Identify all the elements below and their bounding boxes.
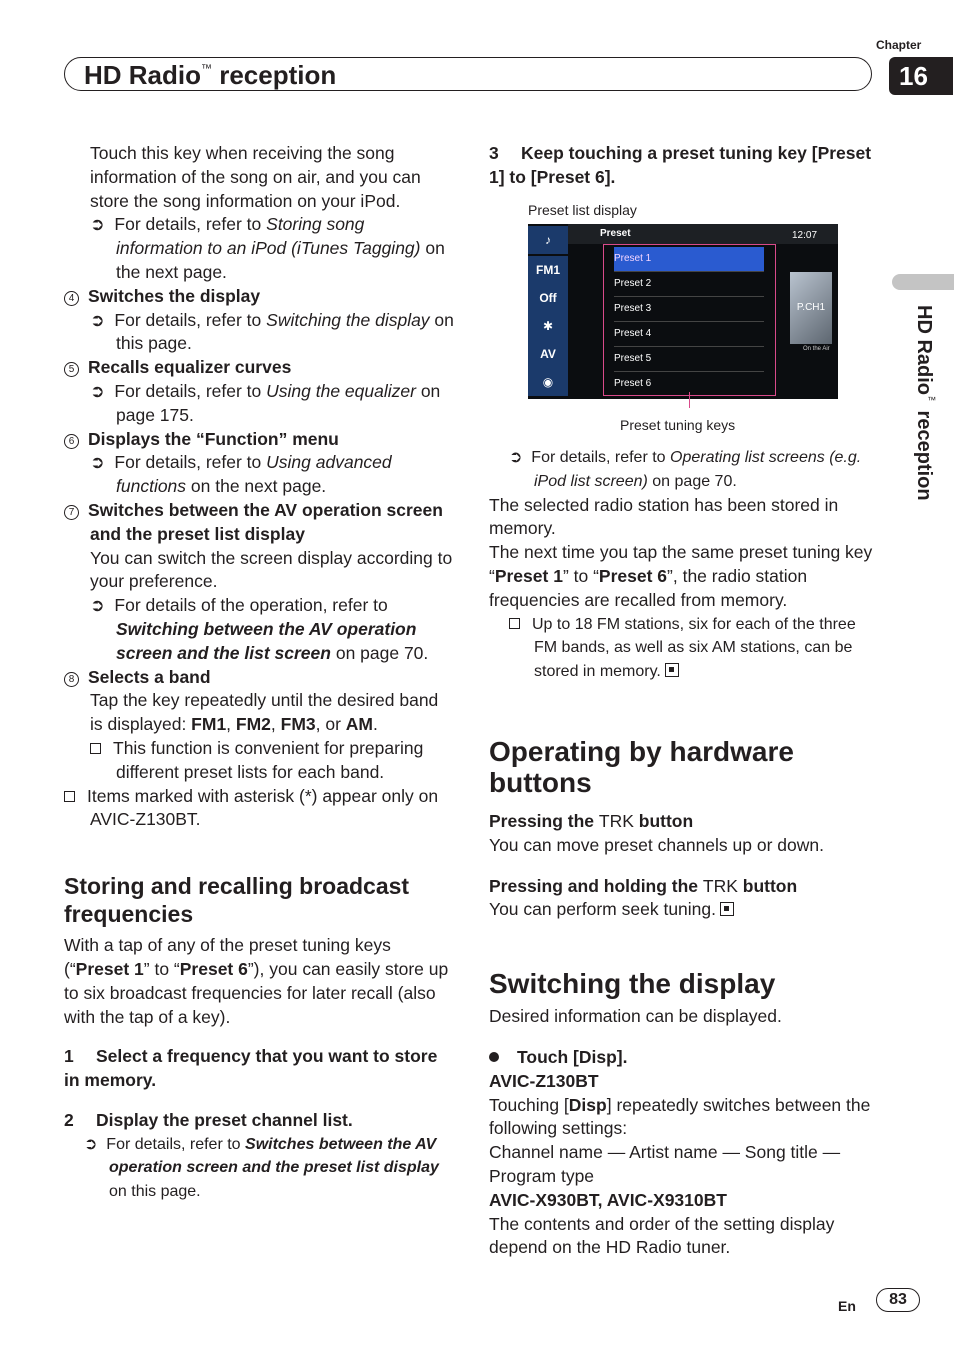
- chapter-number: 16: [889, 57, 953, 95]
- press-trk-body: You can move preset channels up or down.: [489, 834, 824, 855]
- press-trk-heading: Pressing the TRK button: [489, 810, 694, 831]
- circled-number: 4: [64, 291, 79, 306]
- item-7-body: You can switch the screen display according to your preference.: [90, 547, 453, 592]
- preset-key: Preset 4: [614, 322, 764, 347]
- bullet-icon: [489, 1052, 499, 1062]
- model-z130bt: AVIC-Z130BT: [489, 1070, 599, 1091]
- list-screen-reference: ➲ For details, refer to Operating list screens (e.g. iPod list screen) on page 70.: [509, 449, 862, 490]
- on-air-label: On the Air: [803, 346, 830, 352]
- step-1: 1 Select a frequency that you want to store in memory.: [64, 1046, 438, 1091]
- item-7: 7 Switches between the AV operation screen and the preset list display: [64, 499, 454, 547]
- memory-note: Up to 18 FM stations, six for each of the three FM bands, as well as six AM stations, can be stored in memory.: [489, 613, 879, 684]
- section-heading-switching-display: Switching the display: [489, 968, 776, 1000]
- channel-artwork: P.CH1: [790, 272, 832, 344]
- item-5: 5 Recalls equalizer curves: [64, 356, 454, 380]
- asterisk-note: Items marked with asterisk (*) appear only on AVIC-Z130BT.: [64, 785, 454, 833]
- item-8: 8 Selects a band: [64, 666, 454, 690]
- display-body: Desired information can be displayed.: [489, 1006, 782, 1027]
- caption-preset-list-display: Preset list display: [528, 202, 637, 218]
- off-button: Off: [528, 284, 568, 312]
- arrow-icon: ➲: [90, 452, 105, 473]
- touching-disp-text: Touching [Disp] repeatedly switches between the following settings:: [489, 1094, 871, 1139]
- item-4: 4 Switches the display: [64, 285, 454, 309]
- end-mark-icon: [665, 663, 679, 677]
- item-7-reference: ➲ For details of the operation, refer to Switching between the AV operation screen and the list screen on page 70.: [90, 595, 429, 663]
- radio-icon: ◉: [528, 368, 568, 396]
- side-tab-label: HD Radio™ reception: [913, 305, 937, 501]
- item-8-body: Tap the key repeatedly until the desired band is displayed: FM1, FM2, FM3, or AM.: [90, 690, 439, 735]
- screen-title: Preset: [600, 228, 631, 239]
- page-title: HD Radio™ reception: [84, 60, 337, 90]
- right-column: [489, 142, 879, 190]
- checkbox-note-icon: [64, 791, 75, 802]
- preset-key: Preset 2: [614, 272, 764, 297]
- source-icon: ♪: [528, 226, 568, 254]
- section-heading-storing: Storing and recalling broadcast frequencies: [64, 873, 410, 928]
- intro-text: Touch this key when receiving the song information of the song on air, and you can store the song information on your iPod.: [90, 143, 421, 211]
- arrow-icon: ➲: [90, 380, 105, 401]
- contents-text: The contents and order of the setting display depend on the HD Radio tuner.: [489, 1213, 835, 1258]
- preset-list-screenshot: [528, 224, 838, 399]
- av-icon: AV: [528, 340, 568, 368]
- recall-text: The next time you tap the same preset tuning key “Preset 1” to “Preset 6”, the radio station frequencies are recalled from memory.: [489, 542, 873, 610]
- hold-trk-heading: Pressing and holding the TRK button: [489, 875, 798, 896]
- preset-key: Preset 3: [614, 297, 764, 322]
- item-5-reference: ➲ For details, refer to Using the equalizer on page 175.: [90, 380, 441, 425]
- settings-sequence: Channel name — Artist name — Song title — Program type: [489, 1142, 841, 1186]
- preset-tuning-keys: [603, 244, 776, 396]
- circled-number: 5: [64, 362, 79, 377]
- item-6: 6 Displays the “Function” menu: [64, 428, 454, 452]
- screen-clock: 12:07: [792, 230, 818, 241]
- circled-number: 8: [64, 672, 79, 687]
- preset-key: Preset 6: [614, 378, 652, 389]
- bluetooth-icon: ✱: [528, 312, 568, 340]
- page-number: 83: [876, 1288, 920, 1312]
- left-column: [64, 142, 454, 1204]
- stored-text: The selected radio station has been stored in memory.: [489, 494, 839, 539]
- circled-number: 6: [64, 434, 79, 449]
- arrow-icon: ➲: [90, 214, 105, 235]
- item-8-note: This function is convenient for preparing different preset lists for each band.: [64, 737, 454, 785]
- side-tab-marker: [892, 274, 954, 290]
- touch-disp-step: Touch [Disp].: [489, 1046, 879, 1070]
- callout-line: [689, 392, 690, 408]
- band-button: FM1: [528, 256, 568, 284]
- checkbox-note-icon: [90, 743, 101, 754]
- preset-key: Preset 5: [614, 347, 764, 372]
- hold-trk-body: You can perform seek tuning.: [489, 898, 879, 922]
- step-2: 2 Display the preset channel list.: [64, 1109, 353, 1130]
- end-mark-icon: [720, 902, 734, 916]
- section-heading-hardware: Operating by hardware buttons: [489, 735, 794, 798]
- intro-reference: ➲ For details, refer to Storing song information to an iPod (iTunes Tagging) on the next page.: [90, 214, 445, 282]
- language-label: En: [838, 1298, 856, 1314]
- preset-key: Preset 1: [614, 247, 764, 272]
- step-3: 3 Keep touching a preset tuning key [Preset 1] to [Preset 6].: [489, 143, 872, 187]
- arrow-icon: ➲: [90, 309, 105, 330]
- arrow-icon: ➲: [509, 449, 523, 466]
- item-6-reference: ➲ For details, refer to Using advanced functions on the next page.: [90, 452, 392, 497]
- section-body: With a tap of any of the preset tuning keys (“Preset 1” to “Preset 6”), you can easily store up to six broadcast frequencies for later recall (also with the tap of a key).: [64, 935, 449, 1027]
- caption-preset-tuning-keys: Preset tuning keys: [620, 417, 736, 433]
- model-x930bt-x9310bt: AVIC-X930BT, AVIC-X9310BT: [489, 1189, 727, 1210]
- chapter-label: Chapter: [876, 38, 922, 52]
- arrow-icon: ➲: [90, 595, 105, 616]
- right-column-lower: [489, 446, 879, 1260]
- arrow-icon: ➲: [84, 1135, 98, 1153]
- circled-number: 7: [64, 505, 79, 520]
- checkbox-note-icon: [509, 618, 520, 629]
- step-2-reference: ➲ For details, refer to Switches between the AV operation screen and the preset list display on this page.: [84, 1135, 439, 1201]
- item-4-reference: ➲ For details, refer to Switching the display on this page.: [90, 309, 454, 354]
